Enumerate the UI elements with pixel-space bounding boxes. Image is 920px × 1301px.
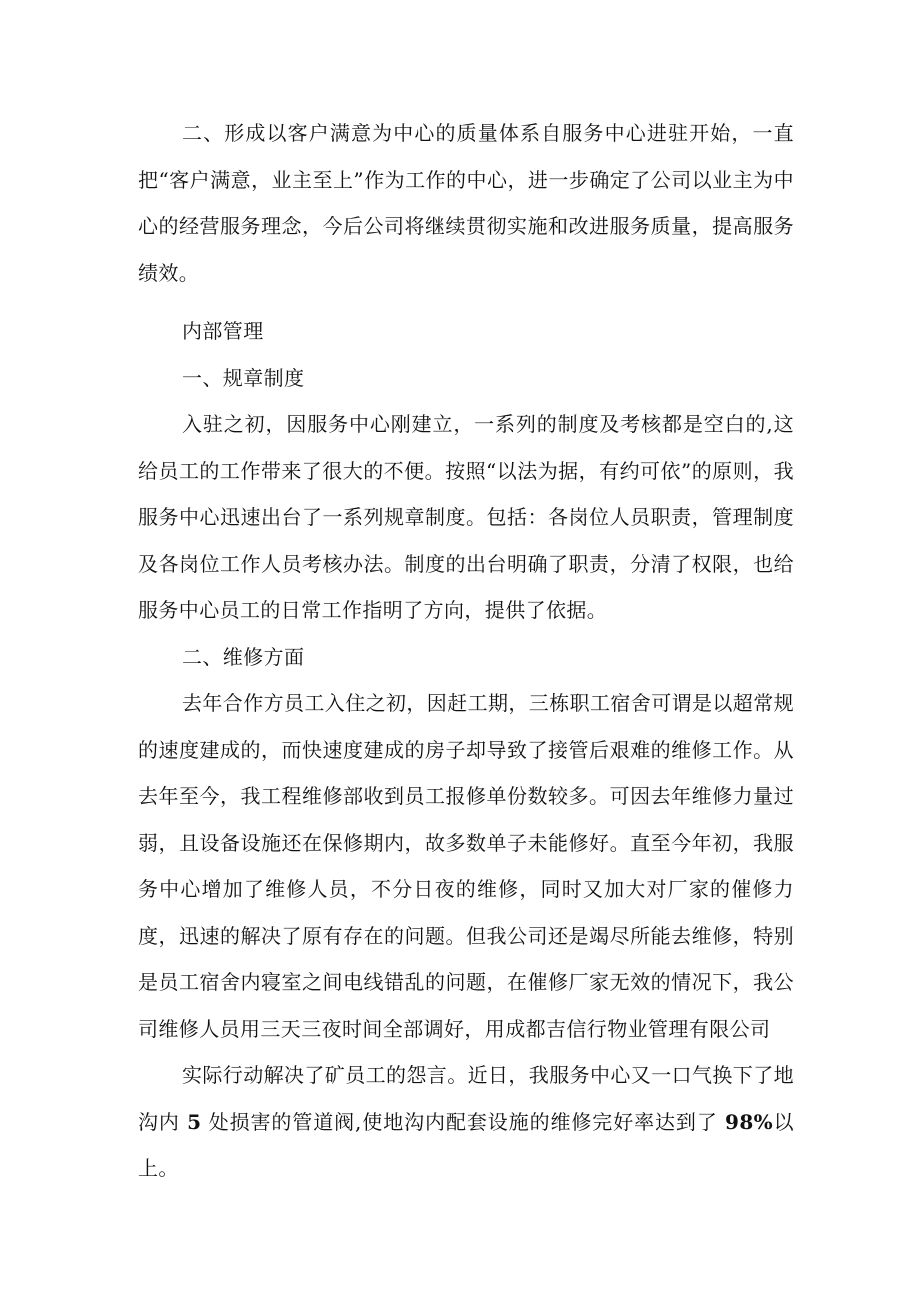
paragraph-pipeline-valves bbox=[138, 1052, 794, 1192]
paragraph-quality-system: 二、形成以客户满意为中心的质量体系自服务中心进驻开始，一直把“客户满意，业主至上”作为工作的中心，进一步确定了公司以业主为中心的经营服务理念，今后公司将继续贯彻实施和改进服务质量，提高服务绩效。 bbox=[138, 121, 794, 285]
text-segment: 实际行动解决了矿员工的怨言。近日，我服务中心又一口气换下了地沟内 bbox=[138, 1063, 794, 1134]
heading-maintenance: 二、维修方面 bbox=[182, 644, 305, 669]
text-segment: 以上。 bbox=[138, 1109, 794, 1180]
text-segment: 处损害的管道阀,使地沟内配套设施的维修完好率达到了 bbox=[208, 1109, 718, 1134]
document-body bbox=[138, 110, 794, 1192]
paragraph-gap bbox=[138, 296, 794, 308]
bold-percentage: 98% bbox=[725, 1109, 774, 1134]
bold-number-valves: 5 bbox=[187, 1109, 202, 1134]
heading-rules-regulations: 一、规章制度 bbox=[182, 365, 305, 390]
paragraph-maintenance: 去年合作方员工入住之初，因赶工期，三栋职工宿舍可谓是以超常规的速度建成的，而快速度建成的房子却导致了接管后艰难的维修工作。从去年至今，我工程维修部收到员工报修单份数较多。可因去年维修力量过弱，且设备设施还在保修期内，故多数单子未能修好。直至今年初，我服务中心增加了维修人员，不分日夜的维修，同时又加大对厂家的催修力度，迅速的解决了原有存在的问题。但我公司还是竭尽所能去维修，特别是员工宿舍内寝室之间电线错乱的问题，在催修厂家无效的情况下，我公司维修人员用三天三夜时间全部调好，用成都吉信行物业管理有限公司 bbox=[138, 691, 794, 1041]
paragraph-rules-regulations: 入驻之初，因服务中心刚建立，一系列的制度及考核都是空白的,这给员工的工作带来了很大的不便。按照“以法为据，有约可依”的原则，我服务中心迅速出台了一系列规章制度。包括：各岗位人员职责，管理制度及各岗位工作人员考核办法。制度的出台明确了职责，分清了权限，也给服务中心员工的日常工作指明了方向，提供了依据。 bbox=[138, 412, 794, 622]
heading-internal-management: 内部管理 bbox=[182, 319, 264, 343]
